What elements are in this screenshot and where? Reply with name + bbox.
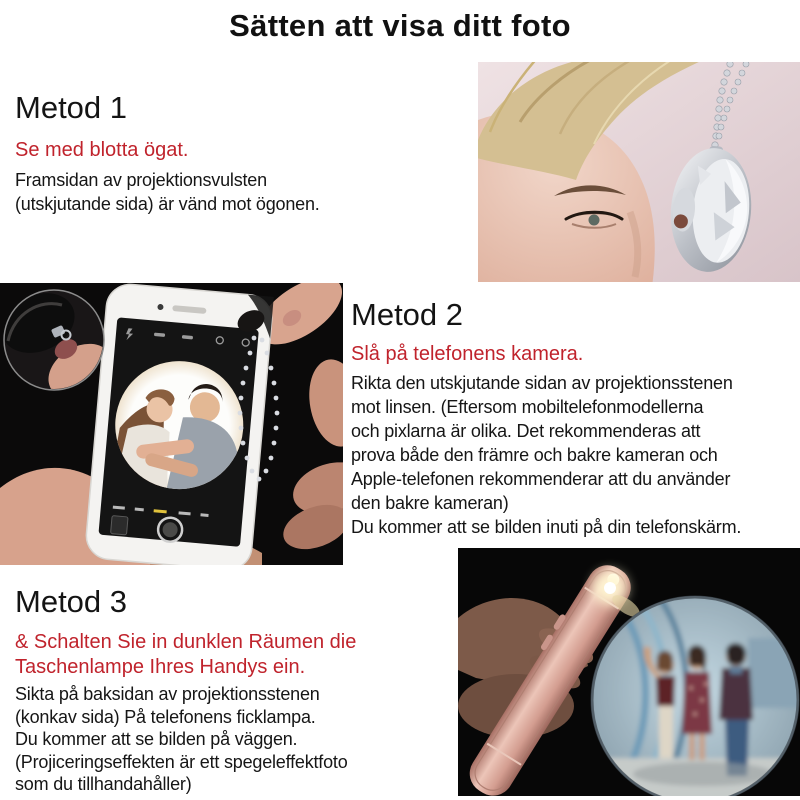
method-3-heading: Metod 3 [15, 584, 128, 619]
method-2-body-line: Rikta den utskjutande sidan av projektionsstenen [351, 373, 733, 393]
method-1-body [15, 169, 320, 216]
method-3-section [15, 584, 356, 796]
flashlight-hotspot [604, 582, 616, 594]
method-2-body-line: Apple-telefonen rekommenderar att du använder [351, 469, 731, 489]
method-1-body-line: (utskjutande sida) är vänd mot ögonen. [15, 193, 320, 214]
method-3-body-line: (Projiceringseffekten är ett spegeleffektfoto [15, 751, 348, 772]
method-3-subheading-line: Taschenlampe Ihres Handys ein. [15, 656, 306, 678]
page-title: Sätten att visa ditt foto [229, 8, 571, 43]
method-2-body-line: och pixlarna är olika. Det rekommenderas att [351, 421, 701, 441]
method-3-body [15, 683, 356, 796]
method-1-section [15, 90, 320, 216]
method-2-body-line: prova både den främre och bakre kameran och [351, 445, 718, 465]
flashlight-projection-illustration [458, 548, 800, 796]
method3-photo-flashlight-projection [458, 548, 800, 796]
eye-pendant-illustration [478, 62, 800, 282]
method-2-heading: Metod 2 [351, 297, 464, 332]
method-2-section [351, 297, 800, 539]
method-3-subheading-line: & Schalten Sie in dunklen Räumen die [15, 631, 357, 653]
method-3-body-line: Du kommer att se bilden på väggen. [15, 729, 298, 749]
method-1-body-line: Framsidan av projektionsvulsten [15, 170, 267, 190]
method-3-subheading [15, 630, 356, 680]
method-2-body-line: Du kommer att se bilden inuti på din telefonskärm. [351, 517, 742, 537]
method-2-body-line: mot linsen. (Eftersom mobiltelefonmodellerna [351, 397, 704, 417]
method-3-body-line: (konkav sida) På telefonens ficklampa. [15, 706, 316, 727]
phone-camera-illustration [0, 283, 343, 565]
method-2-body-line: den bakre kameran) [351, 493, 509, 513]
method-3-body-line: som du tillhandahåller) [15, 774, 192, 794]
method-1-subheading: Se med blotta ögat. [15, 139, 189, 161]
method2-photo-phone-camera [0, 283, 343, 565]
method1-photo-eye-pendant [478, 62, 800, 282]
iris [589, 215, 600, 226]
method-2-subheading: Slå på telefonens kamera. [351, 343, 584, 365]
method-1-heading: Metod 1 [15, 90, 128, 125]
method-3-body-line: Sikta på baksidan av projektionsstenen [15, 684, 320, 704]
gallery-thumbnail [111, 516, 129, 535]
method-2-body [351, 371, 800, 539]
